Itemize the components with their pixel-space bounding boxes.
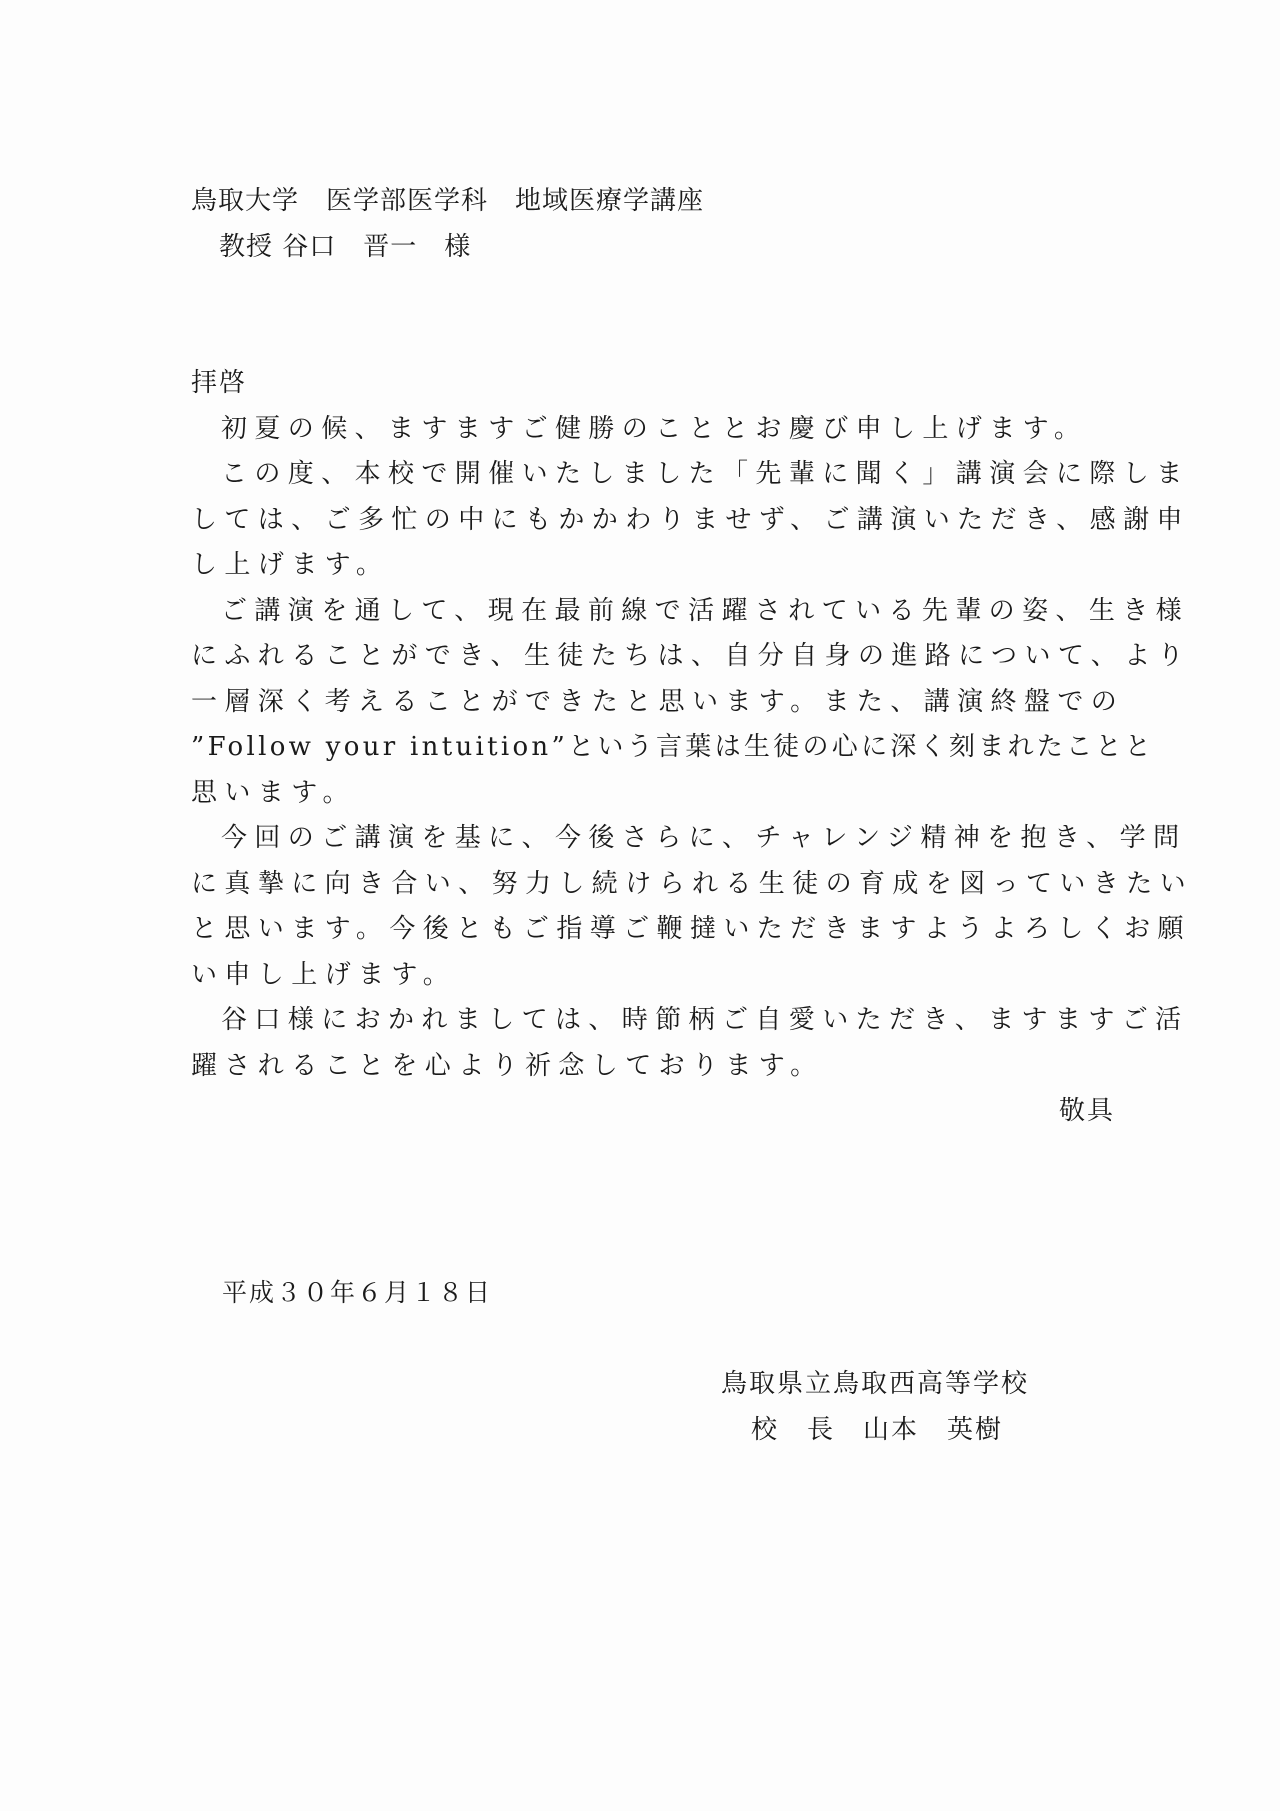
recipient-block [191,178,704,270]
body-line: 思います。 [191,777,356,808]
body-line: しては、ご多忙の中にもかかわりませず、ご講演いただき、感謝申 [191,504,1190,535]
sender-school: 鳥取県立鳥取西高等学校 [721,1369,1030,1399]
letter-body [191,361,1194,1135]
letter-date: 平成３０年６月１８日 [222,1278,493,1307]
recipient-affiliation: 鳥取大学 医学部医学科 地域医療学講座 [191,186,705,216]
body-line: ”Follow your intuition”という言葉は生徒の心に深く刻まれたことと [191,732,1155,762]
sender-block [721,1361,1029,1453]
sender-name: 校 長 山本 英樹 [751,1415,1004,1445]
salutation: 拝啓 [191,368,248,398]
recipient-name: 教授 谷口 晋一 様 [219,232,472,262]
body-line: ご講演を通して、現在最前線で活躍されている先輩の姿、生き様 [221,595,1190,626]
body-line: この度、本校で開催いたしました「先輩に聞く」講演会に際しま [221,459,1190,489]
body-line: と思います。今後ともご指導ご鞭撻いただきますようよろしくお願 [191,914,1191,944]
body-line: 躍されることを心より祈念しております。 [191,1050,824,1081]
body-line: にふれることができ、生徒たちは、自分自身の進路について、より [191,641,1191,671]
body-line: 谷口様におかれましては、時節柄ご自愛いただき、ますますご活 [221,1005,1189,1035]
closing: 敬具 [1058,1096,1115,1126]
body-line: に真摯に向き合い、努力し続けられる生徒の育成を図っていきたい [191,868,1194,899]
body-line: 今回のご講演を基に、今後さらに、チャレンジ精神を抱き、学問 [221,823,1187,853]
body-line: 一層深く考えることができたと思います。また、講演終盤での [191,686,1125,717]
body-line: 初夏の候、ますますご健勝のこととお慶び申し上げます。 [221,413,1088,444]
body-line: し上げます。 [191,550,390,580]
body-line: い申し上げます。 [191,959,457,990]
